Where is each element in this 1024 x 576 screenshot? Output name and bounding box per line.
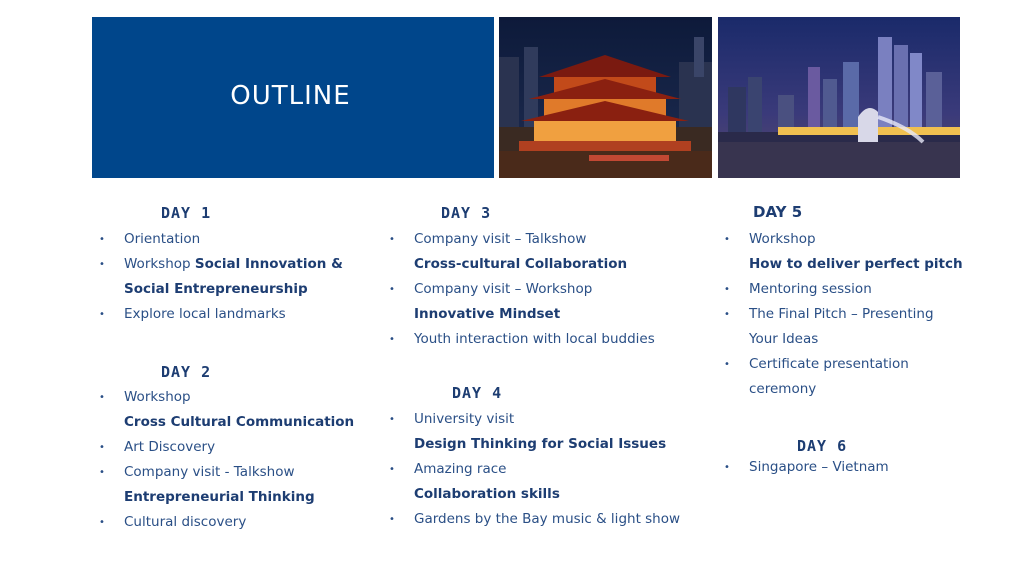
city-skyline-photo [718, 17, 960, 178]
list-item: Entrepreneurial Thinking [124, 489, 315, 505]
title-banner [92, 17, 494, 178]
day3-list [389, 227, 655, 352]
day4-list [389, 407, 681, 532]
list-item: • Cultural discovery [99, 514, 247, 530]
day5-heading: DAY 5 [753, 203, 803, 221]
day6-heading: DAY 6 [797, 437, 848, 455]
list-item: • Mentoring session [724, 281, 872, 297]
list-item: Cross-cultural Collaboration [414, 256, 628, 272]
list-item: Your Ideas [749, 331, 819, 347]
list-item: • Workshop [99, 389, 191, 405]
list-item: Innovative Mindset [414, 306, 561, 322]
list-item: • Youth interaction with local buddies [389, 331, 655, 347]
list-item: • Gardens by the Bay music & light show [389, 511, 681, 527]
day2-heading: DAY 2 [161, 363, 212, 381]
list-item: • Company visit - Talkshow [99, 464, 295, 480]
list-item: • Explore local landmarks [99, 306, 286, 322]
list-item: • Company visit – Workshop [389, 281, 593, 297]
temple-photo [499, 17, 712, 178]
list-item: • The Final Pitch – Presenting [724, 306, 934, 322]
list-item: • Workshop [724, 231, 816, 247]
list-item: Collaboration skills [414, 486, 560, 502]
list-item: Design Thinking for Social Issues [414, 436, 667, 452]
day2-list [99, 385, 355, 535]
list-item: • Amazing race [389, 461, 507, 477]
list-item: Cross Cultural Communication [124, 414, 355, 430]
list-item: • Orientation [99, 231, 201, 247]
day5-list [724, 227, 963, 402]
day4-heading: DAY 4 [452, 384, 503, 402]
list-item: • Art Discovery [99, 439, 216, 455]
day6-list [724, 455, 889, 480]
list-item: • Certificate presentation [724, 356, 909, 372]
day1-heading: DAY 1 [161, 204, 212, 222]
list-item: • University visit [389, 411, 515, 427]
list-item: ceremony [749, 381, 817, 397]
list-item: Social Entrepreneurship [124, 281, 308, 297]
list-item: • Company visit – Talkshow [389, 231, 587, 247]
list-item: • Singapore – Vietnam [724, 459, 889, 475]
page-title: OUTLINE [230, 81, 351, 111]
day1-list [99, 227, 343, 327]
day3-heading: DAY 3 [441, 204, 492, 222]
list-item: How to deliver perfect pitch [749, 256, 963, 272]
list-item: • Workshop Social Innovation & [99, 256, 343, 272]
